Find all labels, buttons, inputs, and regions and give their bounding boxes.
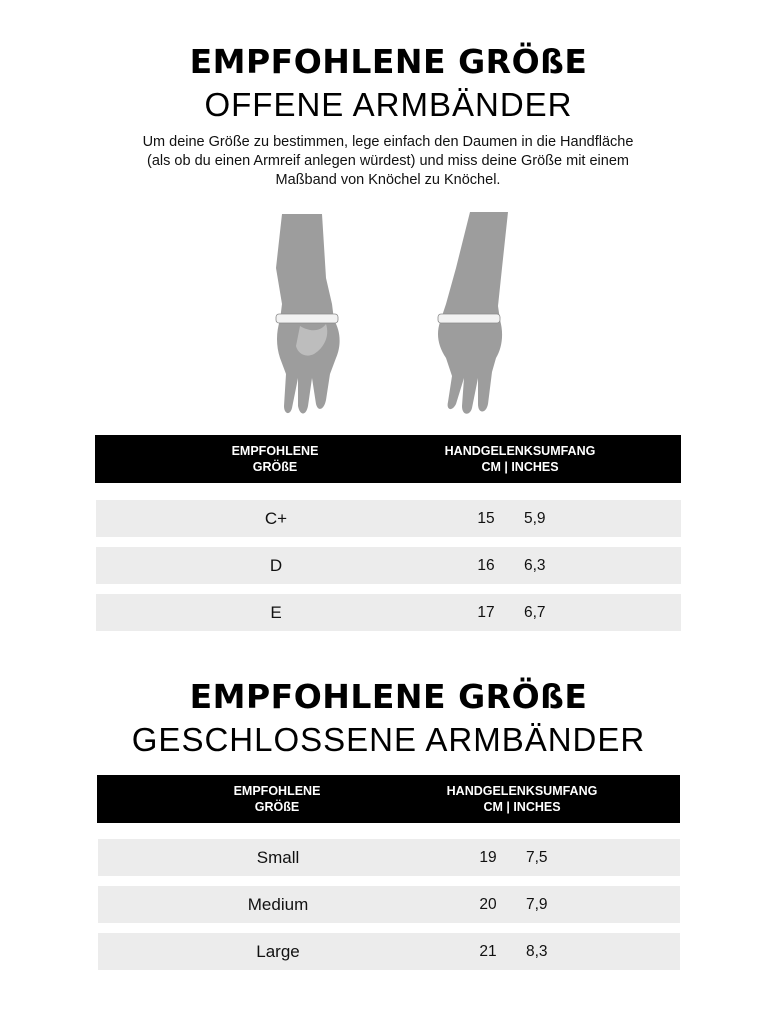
cm-cell: 16 — [477, 557, 495, 574]
closed-table-header — [97, 775, 680, 823]
size-cell: C+ — [264, 509, 288, 528]
size-cell: E — [270, 603, 282, 622]
size-cell: Medium — [247, 895, 309, 914]
cm-cell: 19 — [479, 849, 497, 866]
table-row — [96, 594, 681, 631]
table-row — [96, 500, 681, 537]
size-column-header: EMPFOHLENE GRÖßE — [231, 444, 319, 474]
table-row — [98, 933, 680, 970]
cm-cell: 17 — [477, 604, 495, 621]
right-measuring-tape — [438, 314, 500, 323]
inches-cell: 7,9 — [526, 896, 548, 913]
size-column-header: EMPFOHLENE GRÖßE — [233, 784, 321, 814]
cm-cell: 20 — [479, 896, 497, 913]
table-row — [98, 886, 680, 923]
inches-cell: 6,7 — [524, 604, 546, 621]
size-cell: Small — [256, 848, 300, 867]
cm-cell: 15 — [477, 510, 495, 527]
wrist-measurement-illustration — [260, 208, 520, 423]
cm-cell: 21 — [479, 943, 497, 960]
wrist-circumference-column-header: HANDGELENKSUMFANG CM | INCHES — [446, 784, 598, 814]
open-section-subtitle: OFFENE ARMBÄNDER — [204, 86, 573, 123]
closed-section-title: EMPFOHLENE GRÖßE — [189, 677, 588, 716]
wrist-circumference-column-header: HANDGELENKSUMFANG CM | INCHES — [444, 444, 596, 474]
measurement-instructions — [88, 133, 688, 190]
open-section-title: EMPFOHLENE GRÖßE — [189, 42, 588, 81]
inches-cell: 6,3 — [524, 557, 546, 574]
closed-section-subtitle: GESCHLOSSENE ARMBÄNDER — [131, 721, 646, 758]
open-table-header — [95, 435, 681, 483]
instruction-line: Maßband von Knöchel zu Knöchel. — [275, 172, 501, 188]
table-row — [96, 547, 681, 584]
right-hand-illustration — [438, 212, 508, 414]
instruction-line: Um deine Größe zu bestimmen, lege einfach den Daumen in die Handfläche — [142, 134, 634, 150]
size-cell: Large — [256, 942, 300, 961]
size-cell: D — [269, 556, 283, 575]
inches-cell: 5,9 — [524, 510, 546, 527]
inches-cell: 7,5 — [526, 849, 548, 866]
table-row — [98, 839, 680, 876]
left-measuring-tape — [276, 314, 338, 323]
inches-cell: 8,3 — [526, 943, 548, 960]
instruction-line: (als ob du einen Armreif anlegen würdest) und miss deine Größe mit einem — [147, 153, 629, 169]
